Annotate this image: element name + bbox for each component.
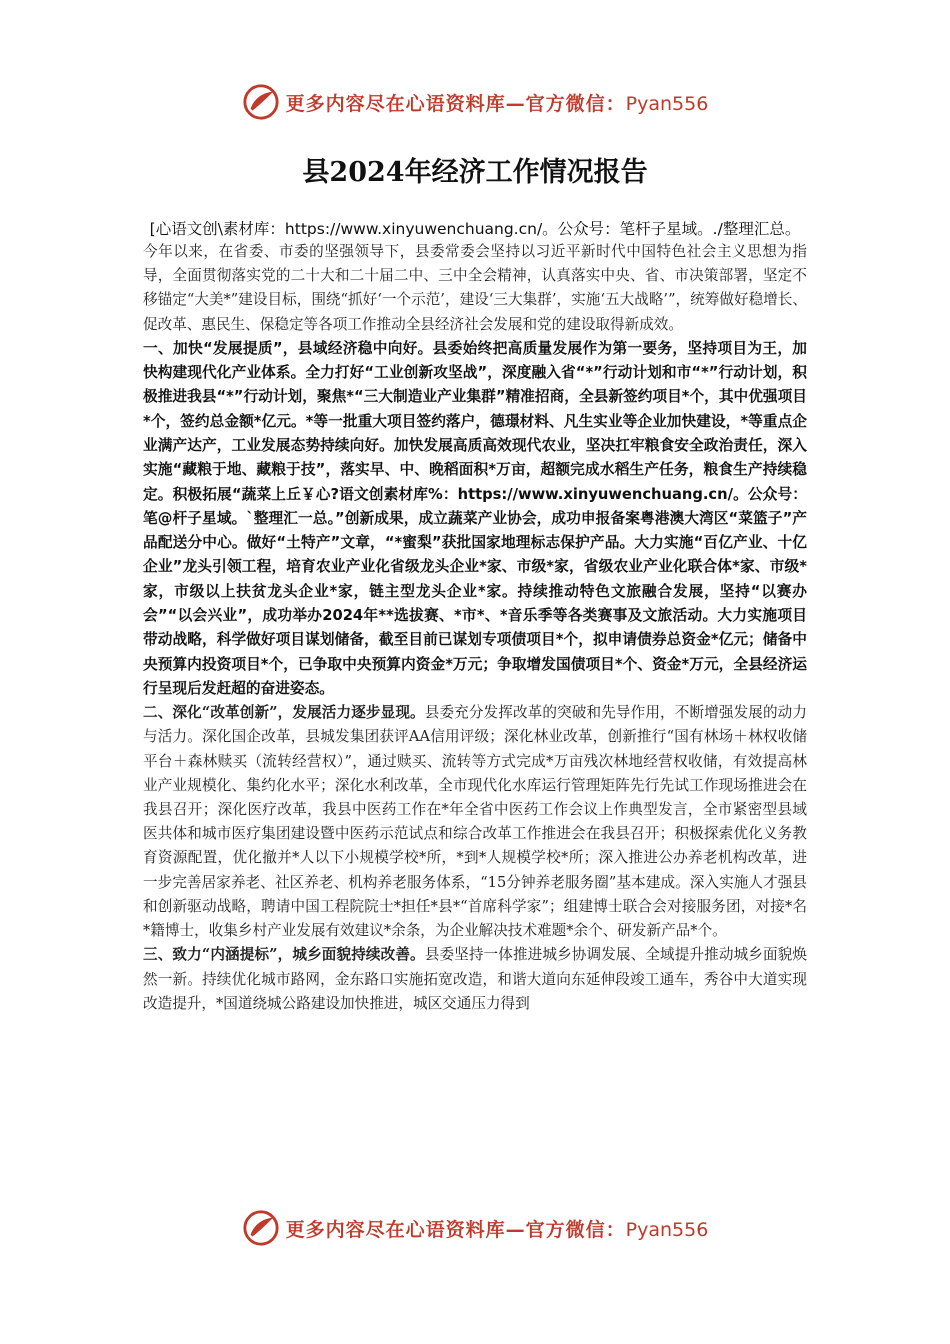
section-3-heading: 三、致力“内涵提标”，城乡面貌持续改善。 [143,946,425,964]
section-1-paragraph: 一、加快“发展提质”，县域经济稳中向好。县委始终把高质量发展作为第一要务，坚持项目为王，加快构建现代化产业体系。全力打好“工业创新攻坚战”，深度融入省“*”行动计划和市“*”行动计划，积极推进我县“*”行动计划，聚焦*“三大制造业产业集群”精准招商，全县新签约项目*个，其中优强项目*个，签约总金额*亿元。*等一批重大项目签约落户，德璟材料、凡生实业等企业加快建设，*等重点企业满产达产，工业发展态势持续向好。加快发展高质高效现代农业，坚决扛牢粮食安全政治责任，深入实施“藏粮于地、藏粮于技”，落实早、中、晚稻面积*万亩，超额完成水稻生产任务，粮食生产持续稳定。积极拓展“蔬菜上丘￥心?语文创素材库%：https://www.xinyuwenchuang.cn/。公众号：笔@杆子星域。`整理汇一总。”创新成果，成立蔬菜产业协会，成功申报备案粤港澳大湾区“菜篮子”产品配送分中心。做好“土特产”文章，“*蜜梨”获批国家地理标志保护产品。大力实施“百亿产业、十亿企业”龙头引领工程，培育农业产业化省级龙头企业*家、市级*家，省级农业产业化联合体*家、市级*家，市级以上扶贫龙头企业*家，链主型龙头企业*家。持续推动特色文旅融合发展，坚持“以赛办会”“以会兴业”，成功举办2024年**选拔赛、*市*、*音乐季等各类赛事及文旅活动。大力实施项目带动战略，科学做好项目谋划储备，截至目前已谋划专项债项目*个，拟申请债券总资金*亿元；储备中央预算内投资项目*个，已争取中央预算内资金*万元；争取增发国债项目*个、资金*万元，全县经济运行呈现后发赶超的奋进姿态。 [143,339,807,697]
watermark-footer [0,1206,950,1250]
intro-paragraph: 今年以来，在省委、市委的坚强领导下，县委常委会坚持以习近平新时代中国特色社会主义思想为指导，全面贯彻落实党的二十大和二十届二中、三中全会精神，认真落实中央、省、市决策部署，坚定不移锚定“大美*”建设目标，围绕“抓好‘一个示范’，建设‘三大集群’，实施‘五大战略’”，统筹做好稳增长、促改革、惠民生、保稳定等各项工作推动全县经济社会发展和党的建设取得新成效。 [143,243,807,333]
watermark-text: 更多内容尽在心语资料库—官方微信：Pyan556 [285,92,709,115]
section-2-paragraph [143,701,807,943]
source-note: [心语文创\素材库：https://www.xinyuwenchuang.cn/。公众号：笔杆子星域。./整理汇总。 [149,220,801,238]
logo-icon [242,1209,280,1247]
section-3-body: 县委坚持一体推进城乡协调发展、全域提升推动城乡面貌焕然一新。持续优化城市路网，金东路口实施拓宽改造，和谐大道向东延伸段竣工通车，秀谷中大道实现改造提升，*国道绕城公路建设加快推进，城区交通压力得到 [143,946,807,1012]
document-body [143,218,807,1016]
watermark-text: 更多内容尽在心语资料库—官方微信：Pyan556 [285,1218,709,1241]
section-3-paragraph [143,943,807,1016]
section-2-heading: 二、深化“改革创新”，发展活力逐步显现。 [143,704,425,722]
watermark-header [0,80,950,124]
section-2-body: 县委充分发挥改革的突破和先导作用，不断增强发展的动力与活力。深化国企改革，县城发集团获评AA信用评级；深化林业改革，创新推行“国有林场＋林权收储平台＋森林赎买（流转经营权）”，通过赎买、流转等方式完成*万亩残次林地经营权收储，有效提高林业产业规模化、集约化水平；深化水利改革，全市现代化水库运行管理矩阵先行先试工作现场推进会在我县召开；深化医疗改革，我县中医药工作在*年全省中医药工作会议上作典型发言，全市紧密型县域医共体和城市医疗集团建设暨中医药示范试点和综合改革工作推进会在我县召开；积极探索优化义务教育资源配置，优化撤并*人以下小规模学校*所，*到*人规模学校*所；深入推进公办养老机构改革，进一步完善居家养老、社区养老、机构养老服务体系，“15分钟养老服务圈”基本建成。深入实施人才强县和创新驱动战略，聘请中国工程院院士*担任*县*“首席科学家”；组建博士联合会对接服务团，对接*名*籍博士，收集乡村产业发展有效建议*余条，为企业解决技术难题*余个、研发新产品*个。 [143,704,807,940]
page-title: 县2024年经济工作情况报告 [302,157,648,188]
logo-icon [242,83,280,121]
